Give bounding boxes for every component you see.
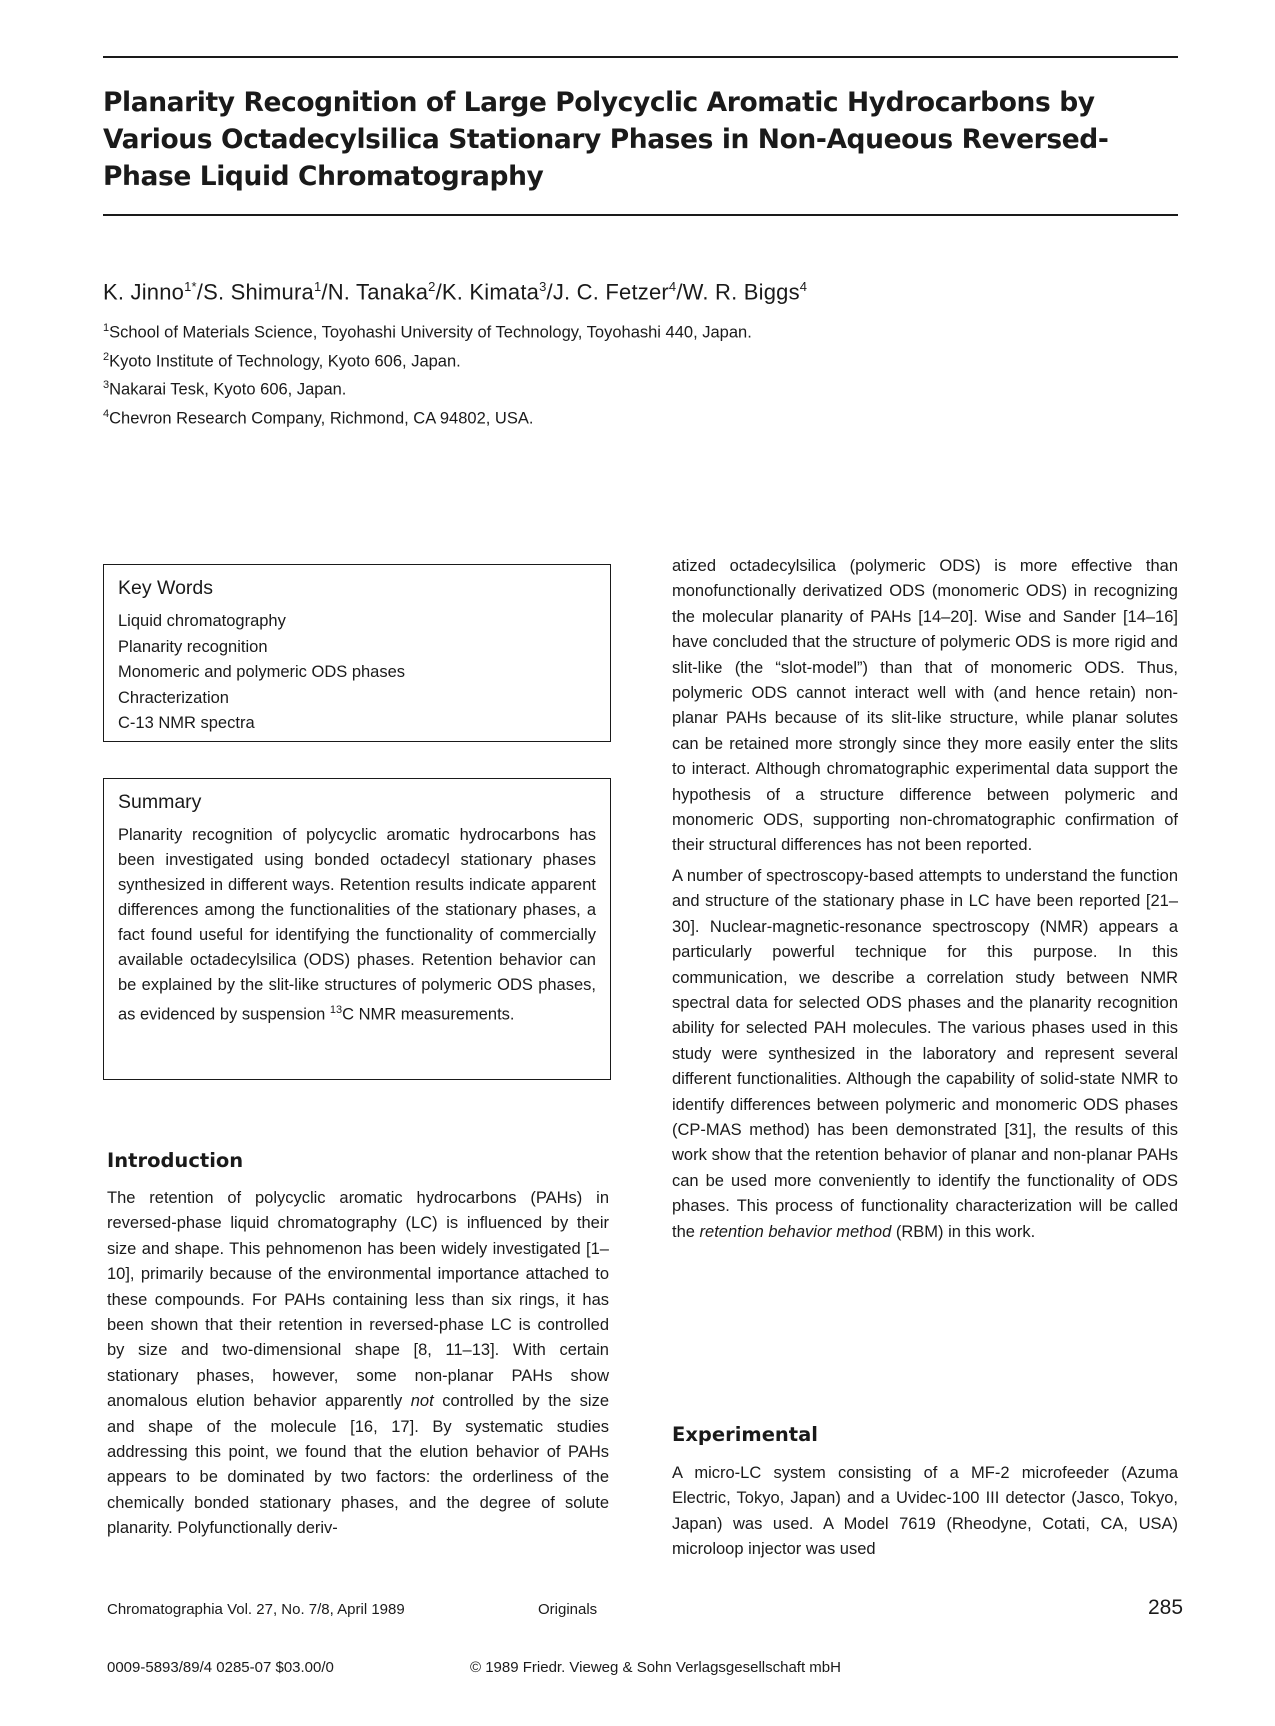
author-list: K. Jinno$^{1*}$/S. Shimura$^1$/N. Tanaka$^2$/K. Kimata$^3$/J. C. Fetzer$^4$/W. R. Biggs$^4$ bbox=[103, 279, 808, 305]
introduction-text bbox=[107, 1186, 609, 1542]
summary-box bbox=[103, 778, 611, 1080]
affiliation-text: Chevron Research Company, Richmond, CA 94802, USA. bbox=[109, 409, 534, 427]
emphasis-text: retention behavior method bbox=[699, 1222, 892, 1241]
experimental-heading: Experimental bbox=[672, 1423, 818, 1446]
affiliation-text: School of Materials Science, Toyohashi University of Technology, Toyohashi 440, Japan. bbox=[109, 323, 752, 342]
body-paragraph: atized octadecylsilica (polymeric ODS) is more effective than monofunctionally derivatized ODS (monomeric ODS) in recognizing the molecular planarity of PAHs [14–20]. Wise and Sander [14–16] have concluded that the structure of polymeric ODS is more rigid and slit-like (the “slot-model”) than that of monomeric ODS. Thus, polymeric ODS cannot interact well with (and hence retain) non-planar PAHs because of its slit-like structure, while planar solutes can be retained more strongly since they more easily enter the slits to interact. Although chromatographic experimental data support the hypothesis of a structure difference between polymeric and monomeric ODS, supporting non-chromatographic confirmation of their structural differences has not been reported. bbox=[672, 557, 1178, 855]
affiliation-mark: 2 bbox=[103, 350, 110, 363]
affiliation bbox=[103, 345, 1178, 374]
affiliation-mark: 1 bbox=[103, 322, 110, 334]
introduction-paragraph bbox=[107, 1186, 609, 1542]
author-affiliation-mark: 1 bbox=[313, 279, 322, 294]
article-title: Planarity Recognition of Large Polycyclic Aromatic Hydrocarbons by Various Octadecylsilica Stationary Phases in Non-Aqueous Reversed-Phase Liquid Chromatography bbox=[103, 87, 1109, 192]
keyword-item: Liquid chromatography bbox=[118, 612, 286, 630]
author-affiliation-mark: 4 bbox=[668, 279, 677, 294]
body-paragraph: A micro-LC system consisting of a MF-2 microfeeder (Azuma Electric, Tokyo, Japan) and a Uvidec-100 III detector (Jasco, Tokyo, Japan) was used. A Model 7619 (Rheodyne, Cotati, CA, USA) microloop injector was used bbox=[672, 1464, 1178, 1559]
paragraph-text: (RBM) in this work. bbox=[891, 1222, 1036, 1241]
right-column-text bbox=[672, 554, 1178, 1245]
keywords-heading: Key Words bbox=[118, 577, 214, 599]
summary-heading: Summary bbox=[118, 791, 202, 813]
top-rule bbox=[103, 56, 1178, 58]
section-label: Originals bbox=[538, 1601, 598, 1618]
author-name: K. Kimata bbox=[441, 279, 540, 305]
keyword-item: Chracterization bbox=[118, 688, 229, 707]
affiliation bbox=[103, 316, 1178, 345]
keyword-item: Planarity recognition bbox=[118, 637, 268, 656]
summary-text-part: C NMR measurements. bbox=[342, 1005, 515, 1024]
experimental-text bbox=[672, 1461, 1178, 1563]
affiliation-mark: 4 bbox=[103, 407, 110, 420]
affiliation-text: Kyoto Institute of Technology, Kyoto 606, Japan. bbox=[109, 352, 461, 370]
summary-text-part: Planarity recognition of polycyclic aromatic hydrocarbons has been investigated using bonded octadecyl stationary phases synthesized in different ways. Retention results indicate apparent differences among the functionalities of the stationary phases, a fact found useful for identifying the functionality of commercially available octadecylsilica (ODS) phases. Retention behavior can be explained by the slit-like structures of polymeric ODS phases, as evidenced by suspension bbox=[118, 826, 596, 1024]
affiliation-list bbox=[103, 316, 1178, 430]
paragraph-text: controlled by the size and shape of the molecule [16, 17]. By systematic studies addressing this point, we found that the elution behavior of PAHs appears to be dominated by two factors: the orderliness of the chemically bonded stationary phases, and the degree of solute planarity. Polyfunctionally deriv- bbox=[107, 1392, 609, 1538]
summary-text bbox=[118, 823, 596, 1028]
emphasis-text: not bbox=[410, 1392, 434, 1411]
introduction-heading: Introduction bbox=[107, 1149, 244, 1172]
author-affiliation-mark: 1* bbox=[184, 279, 197, 294]
keyword-item: C-13 NMR spectra bbox=[118, 714, 255, 732]
keyword-item: Monomeric and polymeric ODS phases bbox=[118, 663, 406, 681]
author-name: S. Shimura bbox=[203, 279, 314, 305]
author-name: J. C. Fetzer bbox=[552, 279, 669, 305]
author-name: N. Tanaka bbox=[327, 279, 429, 305]
affiliation bbox=[103, 373, 1178, 402]
isotope-superscript: 13 bbox=[329, 1004, 343, 1016]
article-code: 0009-5893/89/4 0285-07 $03.00/0 bbox=[107, 1659, 334, 1676]
copyright-notice: © 1989 Friedr. Vieweg & Sohn Verlagsgesellschaft mbH bbox=[470, 1659, 841, 1676]
author-affiliation-mark: 2 bbox=[428, 279, 436, 294]
body-paragraph bbox=[672, 864, 1178, 1245]
journal-citation: Chromatographia Vol. 27, No. 7/8, April 1989 bbox=[107, 1601, 405, 1618]
author-affiliation-mark: 3 bbox=[539, 279, 547, 294]
author-name: W. R. Biggs bbox=[682, 279, 800, 305]
page-number: 285 bbox=[1148, 1596, 1184, 1619]
affiliation bbox=[103, 402, 1178, 431]
keywords-box bbox=[103, 564, 611, 742]
affiliation-text: Nakarai Tesk, Kyoto 606, Japan. bbox=[109, 380, 347, 399]
author-affiliation-mark: 4 bbox=[799, 279, 808, 294]
title-rule bbox=[103, 214, 1178, 216]
paragraph-text: A number of spectroscopy-based attempts to understand the function and structure of the stationary phase in LC have been reported [21–30]. Nuclear-magnetic-resonance spectroscopy (NMR) appears a particularly powerful technique for this purpose. In this communication, we describe a correlation study between NMR spectral data for selected ODS phases and the planarity recognition ability for selected PAH molecules. The various phases used in this study were synthesized in the laboratory and represent several different functionalities. Although the capability of solid-state NMR to identify differences between polymeric and monomeric ODS phases (CP-MAS method) has been demonstrated [31], the results of this work show that the retention behavior of planar and non-planar PAHs can be used more conveniently to identify the functionality of ODS phases. This process of functionality characterization will be called the bbox=[672, 866, 1178, 1241]
paragraph-text: The retention of polycyclic aromatic hydrocarbons (PAHs) in reversed-phase liquid chromatography (LC) is influenced by their size and shape. This pehnomenon has been widely investigated [1–10], primarily because of the environmental importance attached to these compounds. For PAHs containing less than six rings, it has been shown that their retention in reversed-phase LC is controlled by size and two-dimensional shape [8, 11–13]. With certain stationary phases, however, some non-planar PAHs show anomalous elution behavior apparently bbox=[107, 1189, 609, 1411]
affiliation-mark: 3 bbox=[103, 379, 110, 391]
author-name: K. Jinno bbox=[103, 279, 185, 305]
